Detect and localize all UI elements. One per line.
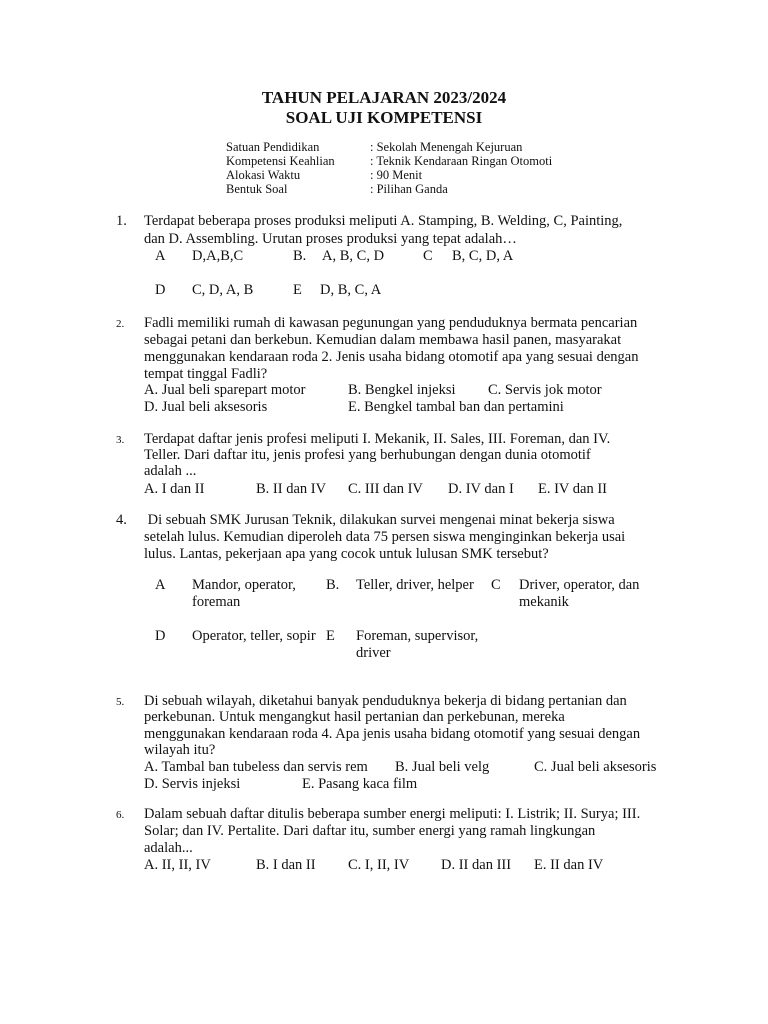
option-text: B. I dan II xyxy=(256,857,316,873)
question-text-line: sebagai petani dan berkebun. Kemudian dalam membawa hasil panen, masyarakat xyxy=(144,332,622,348)
option-text: B, C, D, A xyxy=(452,248,514,264)
option-letter: A xyxy=(155,577,166,593)
question-text-line: Dalam sebuah daftar ditulis beberapa sumber energi meliputi: I. Listrik; II. Surya; III. xyxy=(144,806,641,822)
option-letter: C xyxy=(491,577,501,593)
option-text: B. Jual beli velg xyxy=(395,759,490,775)
option-text: A. Jual beli sparepart motor xyxy=(144,382,306,398)
option-letter: B. xyxy=(326,577,340,593)
question-text-line: lulus. Lantas, pekerjaan apa yang cocok untuk lulusan SMK tersebut? xyxy=(144,546,549,562)
question-text-line: adalah... xyxy=(144,840,193,856)
info-label-alokasi: Alokasi Waktu xyxy=(226,168,301,182)
question-number: 3. xyxy=(116,434,125,446)
question-text-line: menggunakan kendaraan roda 4. Apa jenis usaha bidang otomotif yang sesuai dengan xyxy=(144,726,641,742)
option-text: Foreman, supervisor, driver xyxy=(356,628,479,661)
option-letter: B. xyxy=(293,248,307,264)
question-number: 1. xyxy=(116,213,127,229)
question-text-line: perkebunan. Untuk mengangkut hasil pertanian dan perkebunan, mereka xyxy=(144,709,565,725)
question-text-line: Solar; dan IV. Pertalite. Dari daftar itu, sumber energi yang ramah lingkungan xyxy=(144,823,596,839)
question-number: 2. xyxy=(116,318,125,330)
option-text: C. I, II, IV xyxy=(348,857,410,873)
question-text-line: adalah ... xyxy=(144,463,197,479)
option-letter: A xyxy=(155,248,166,264)
option-text: Driver, operator, dan mekanik xyxy=(519,577,640,610)
question-text-line: Di sebuah wilayah, diketahui banyak penduduknya bekerja di bidang pertanian dan xyxy=(144,693,627,709)
option-text: D. IV dan I xyxy=(448,481,514,497)
question-text-line: setelah lulus. Kemudian diperoleh data 75 persen siswa menginginkan bekerja usai xyxy=(144,529,626,545)
option-text: Teller, driver, helper xyxy=(356,577,474,593)
info-value-alokasi: : 90 Menit xyxy=(370,168,423,182)
option-text: D. Jual beli aksesoris xyxy=(144,399,268,415)
question-number: 4. xyxy=(116,512,127,528)
question-text-line: Fadli memiliki rumah di kawasan pegunungan yang penduduknya bermata pencarian xyxy=(144,315,638,331)
exam-year-title: TAHUN PELAJARAN 2023/2024 xyxy=(261,88,507,107)
question-text-line: dan D. Assembling. Urutan proses produksi yang tepat adalah… xyxy=(144,231,517,247)
question-text-line: wilayah itu? xyxy=(144,742,216,758)
option-text: Mandor, operator, foreman xyxy=(192,577,296,610)
question-number: 6. xyxy=(116,809,125,821)
option-text: B. Bengkel injeksi xyxy=(348,382,456,398)
option-letter: E xyxy=(293,282,302,298)
option-text: E. Pasang kaca film xyxy=(302,776,418,792)
question-text-line: Teller. Dari daftar itu, jenis profesi yang berhubungan dengan dunia otomotif xyxy=(144,447,591,463)
question-text-line: Terdapat beberapa proses produksi meliputi A. Stamping, B. Welding, C, Painting, xyxy=(144,213,623,229)
question-text-line: Terdapat daftar jenis profesi meliputi I. Mekanik, II. Sales, III. Foreman, dan IV. xyxy=(144,431,611,447)
info-value-kompetensi: : Teknik Kendaraan Ringan Otomoti xyxy=(370,154,553,168)
option-text: A. II, II, IV xyxy=(144,857,211,873)
option-text: D, B, C, A xyxy=(320,282,382,298)
option-text: A. Tambal ban tubeless dan servis rem xyxy=(144,759,368,775)
info-label-kompetensi: Kompetensi Keahlian xyxy=(226,154,335,168)
option-text: C. III dan IV xyxy=(348,481,423,497)
option-text: E. Bengkel tambal ban dan pertamini xyxy=(348,399,564,415)
option-text: B. II dan IV xyxy=(256,481,327,497)
option-letter: C xyxy=(423,248,433,264)
exam-title: SOAL UJI KOMPETENSI xyxy=(285,108,483,127)
option-letter: E xyxy=(326,628,335,644)
info-label-satuan: Satuan Pendidikan xyxy=(226,140,320,154)
info-value-bentuk: : Pilihan Ganda xyxy=(370,182,448,196)
option-text: C, D, A, B xyxy=(192,282,254,298)
info-value-satuan: : Sekolah Menengah Kejuruan xyxy=(370,140,523,154)
question-text-line: tempat tinggal Fadli? xyxy=(144,366,268,382)
option-text: A. I dan II xyxy=(144,481,205,497)
question-text-line: menggunakan kendaraan roda 2. Jenis usaha bidang otomotif apa yang sesuai dengan xyxy=(144,349,639,365)
option-text: E. II dan IV xyxy=(534,857,604,873)
option-letter: D xyxy=(155,628,166,644)
option-text: D. Servis injeksi xyxy=(144,776,241,792)
option-text: A, B, C, D xyxy=(322,248,385,264)
info-label-bentuk: Bentuk Soal xyxy=(226,182,288,196)
option-text: E. IV dan II xyxy=(538,481,607,497)
option-text: D. II dan III xyxy=(441,857,512,873)
option-letter: D xyxy=(155,282,166,298)
option-text: Operator, teller, sopir xyxy=(192,628,316,644)
option-text: C. Servis jok motor xyxy=(488,382,602,398)
option-text: D,A,B,C xyxy=(192,248,244,264)
option-text: C. Jual beli aksesoris xyxy=(534,759,657,775)
question-text-line: Di sebuah SMK Jurusan Teknik, dilakukan survei mengenai minat bekerja siswa xyxy=(144,512,615,528)
question-number: 5. xyxy=(116,696,125,708)
